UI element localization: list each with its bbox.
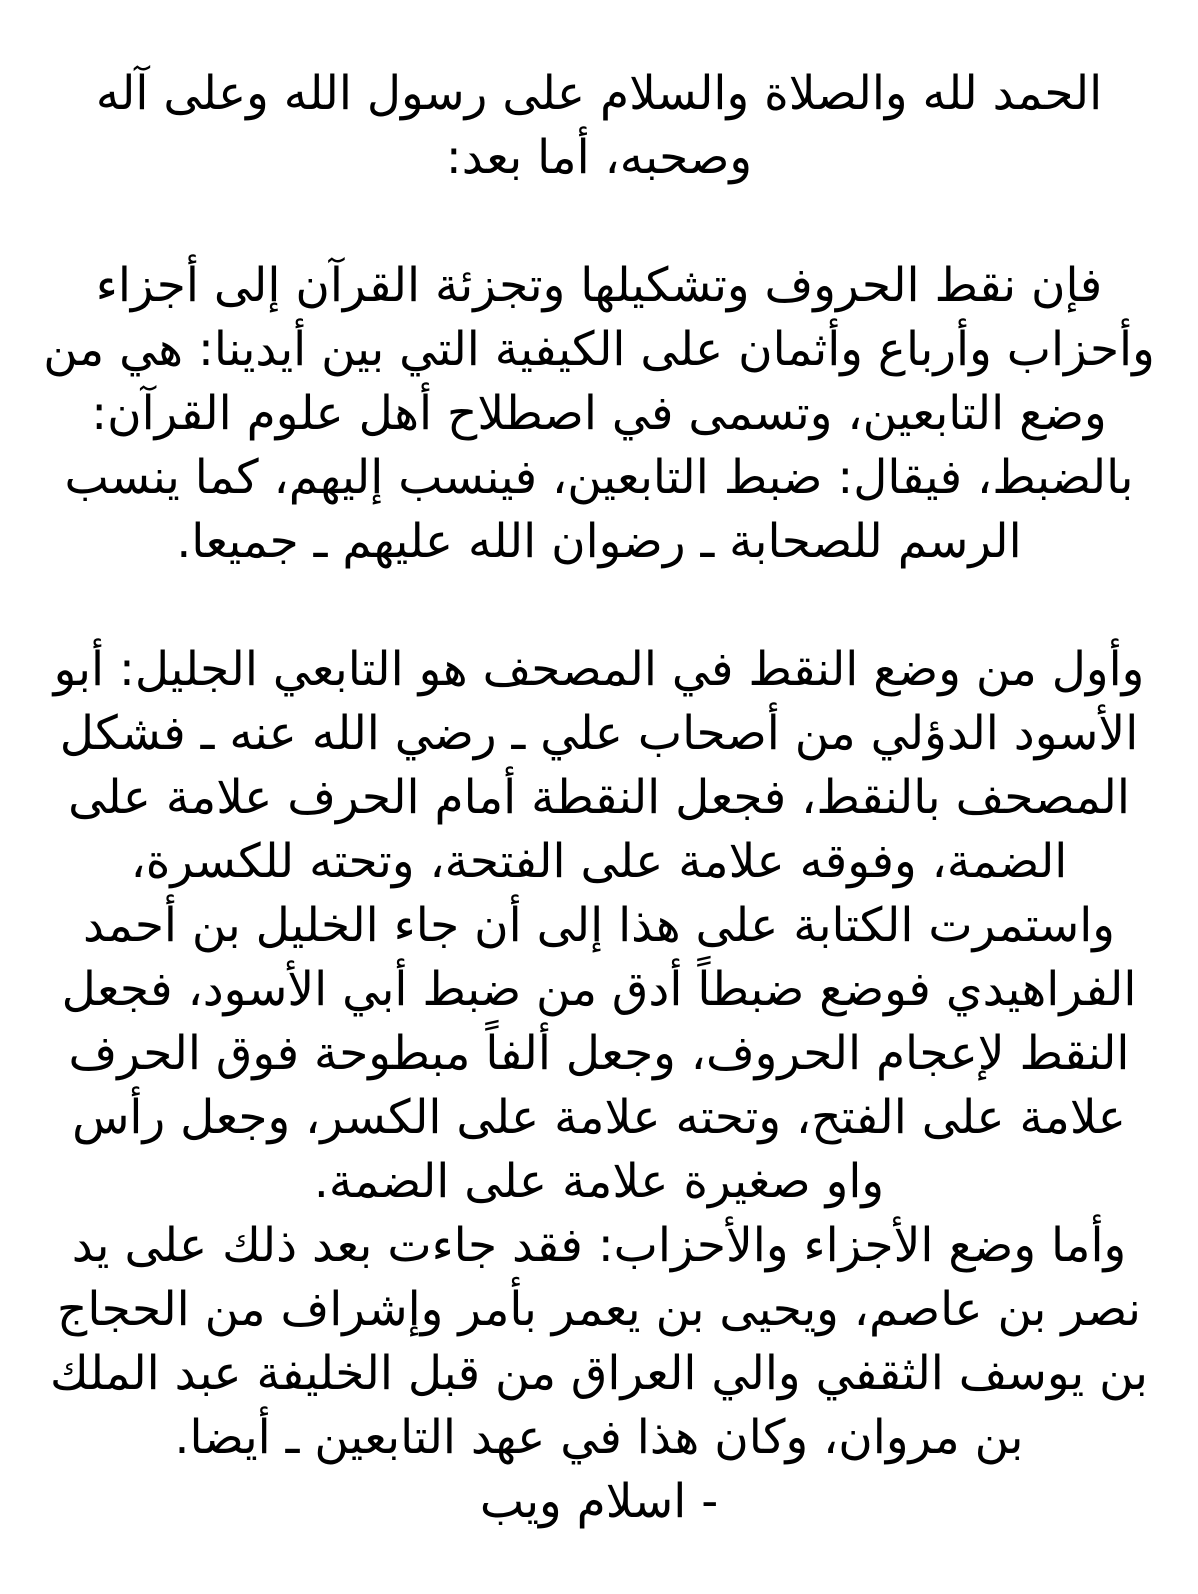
opening-paragraph: الحمد لله والصلاة والسلام على رسول الله وعلى آله وصحبه، أما بعد: bbox=[95, 66, 1103, 185]
paragraph-spacer bbox=[38, 574, 1160, 638]
source-attribution: - اسلام ويب bbox=[479, 1474, 719, 1529]
paragraph-ajza-ahzab: وأما وضع الأجزاء والأحزاب: فقد جاءت بعد ذلك على يد نصر بن عاصم، ويحيى بن يعمر بأمر وإشراف من الحجاج بن يوسف الثقفي والي العراق من قبل الخليفة عبد الملك بن مروان، وكان هذا في عهد التابعين ـ أيضا. bbox=[49, 1218, 1148, 1465]
paragraph-diacritics-origin: فإن نقط الحروف وتشكيلها وتجزئة القرآن إلى أجزاء وأحزاب وأرباع وأثمان على الكيفية التي بين أيدينا: هي من وضع التابعين، وتسمى في اصطلاح أهل علوم القرآن: بالضبط، فيقال: ضبط التابعين، فينسب إليهم، كما ينسب الرسم للصحابة ـ رضوان الله عليهم ـ جميعا. bbox=[43, 258, 1155, 569]
paragraph-abu-al-aswad: وأول من وضع النقط في المصحف هو التابعي الجليل: أبو الأسود الدؤلي من أصحاب علي ـ رضي الله عنه ـ فشكل المصحف بالنقط، فجعل النقطة أمام الحرف علامة على الضمة، وفوقه علامة على الفتحة، وتحته للكسرة، واستمرت الكتابة على هذا إلى أن جاء الخليل بن أحمد الفراهيدي فوضع ضبطاً أدق من ضبط أبي الأسود، فجعل النقط لإعجام الحروف، وجعل ألفاً مبطوحة فوق الحرف علامة على الفتح، وتحته علامة على الكسر، وجعل رأس واو صغيرة علامة على الضمة. bbox=[53, 642, 1145, 1209]
paragraph-spacer bbox=[38, 190, 1160, 254]
